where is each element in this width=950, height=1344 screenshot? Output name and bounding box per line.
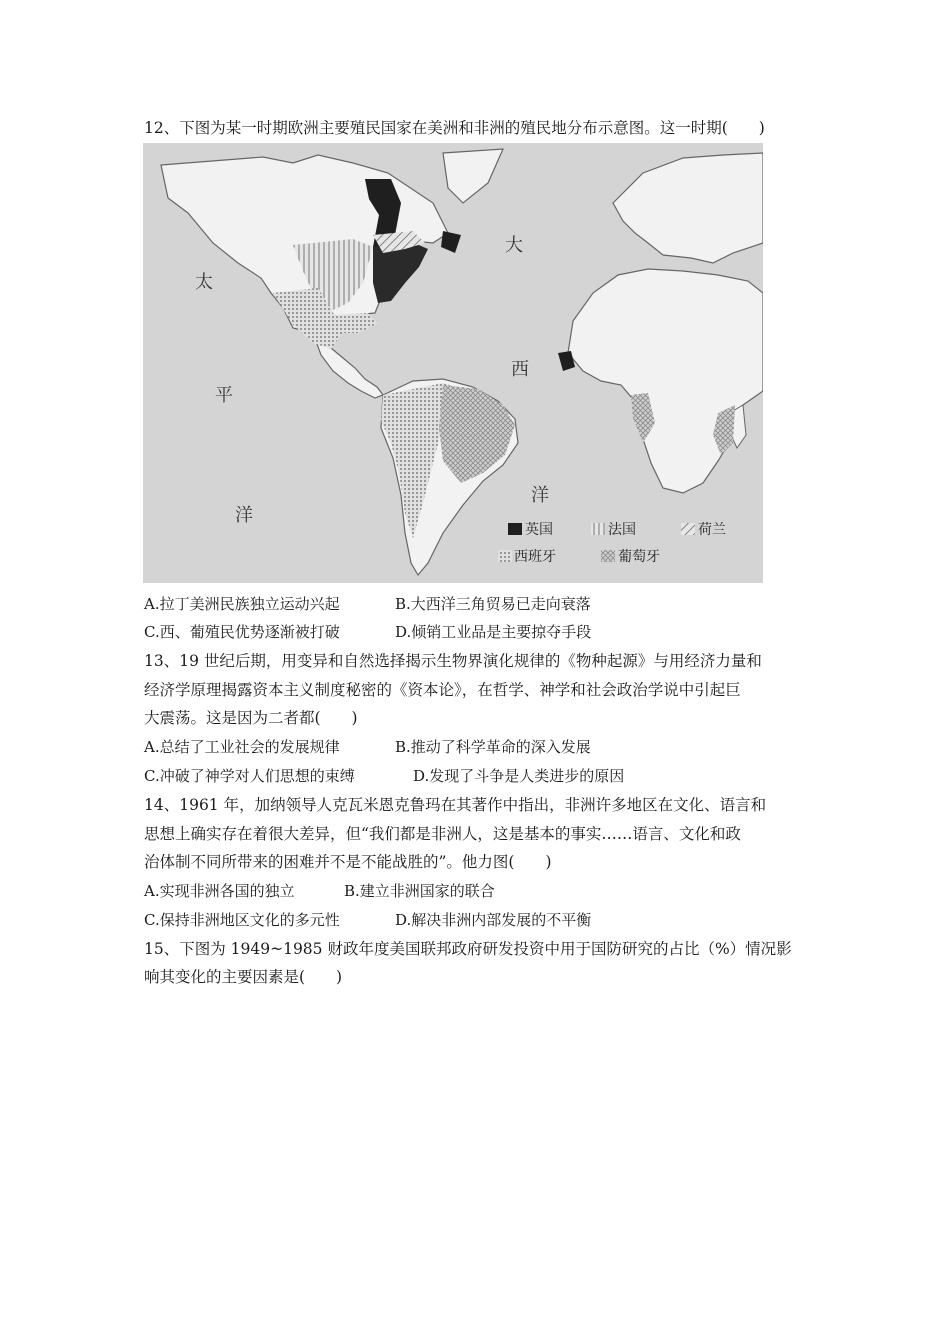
q12-option-d[interactable]: D.倾销工业品是主要掠夺手段 [395, 623, 592, 641]
q12-option-c[interactable]: C.西、葡殖民优势逐渐被打破 [144, 623, 340, 641]
q12-option-b[interactable]: B.大西洋三角贸易已走向衰落 [395, 595, 591, 613]
q15-stem-line-2: 响其变化的主要因素是( ) [144, 968, 343, 986]
q14-stem-line-3: 治体制不同所带来的困难并不是不能战胜的”。他力图( ) [144, 853, 552, 871]
q14-stem-line-2: 思想上确实存在着很大差异，但“我们都是非洲人，这是基本的事实……语言、文化和政 [144, 825, 741, 843]
q12-option-a[interactable]: A.拉丁美洲民族独立运动兴起 [144, 595, 340, 613]
legend-label-britain: 英国 [525, 522, 553, 538]
legend-label-spain: 西班牙 [514, 549, 556, 565]
ocean-label-xi: 西 [511, 359, 529, 380]
q13-stem-line-1: 13、19 世纪后期，用变异和自然选择揭示生物界演化规律的《物种起源》与用经济力量和 [144, 652, 762, 670]
legend-swatch-britain [508, 523, 522, 535]
legend-label-netherlands: 荷兰 [698, 522, 726, 538]
legend-label-france: 法国 [608, 522, 636, 538]
ocean-label-tai: 太 [195, 272, 213, 293]
q12-stem: 12、下图为某一时期欧洲主要殖民国家在美洲和非洲的殖民地分布示意图。这一时期( ) [144, 119, 765, 137]
ocean-label-yang-atlantic: 洋 [531, 485, 549, 506]
legend-swatch-france [591, 523, 605, 535]
q13-option-a[interactable]: A.总结了工业社会的发展规律 [144, 738, 340, 756]
q14-stem-line-1: 14、1961 年，加纳领导人克瓦米恩克鲁玛在其著作中指出，非洲许多地区在文化、语言和 [144, 796, 767, 814]
q14-option-d[interactable]: D.解决非洲内部发展的不平衡 [395, 911, 592, 929]
legend-swatch-spain [498, 550, 512, 562]
q14-option-a[interactable]: A.实现非洲各国的独立 [144, 882, 295, 900]
q14-option-c[interactable]: C.保持非洲地区文化的多元性 [144, 911, 340, 929]
ocean-label-da: 大 [505, 235, 523, 256]
q15-stem-line-1: 15、下图为 1949~1985 财政年度美国联邦政府研发投资中用于国防研究的占比（%）情况影 [144, 940, 792, 958]
colonial-distribution-map [143, 143, 763, 583]
q13-stem-line-3: 大震荡。这是因为二者都( ) [144, 709, 358, 727]
legend-swatch-netherlands [681, 523, 695, 535]
ocean-label-ping: 平 [215, 385, 233, 406]
q13-stem-line-2: 经济学原理揭露资本主义制度秘密的《资本论》，在哲学、神学和社会政治学说中引起巨 [144, 681, 741, 699]
q13-option-b[interactable]: B.推动了科学革命的深入发展 [395, 738, 591, 756]
q13-option-c[interactable]: C.冲破了神学对人们思想的束缚 [144, 767, 355, 785]
q13-option-d[interactable]: D.发现了斗争是人类进步的原因 [413, 767, 625, 785]
ocean-label-yang-pacific: 洋 [235, 505, 253, 526]
q14-option-b[interactable]: B.建立非洲国家的联合 [344, 882, 495, 900]
legend-label-portugal: 葡萄牙 [618, 549, 660, 565]
legend-swatch-portugal [601, 550, 615, 562]
